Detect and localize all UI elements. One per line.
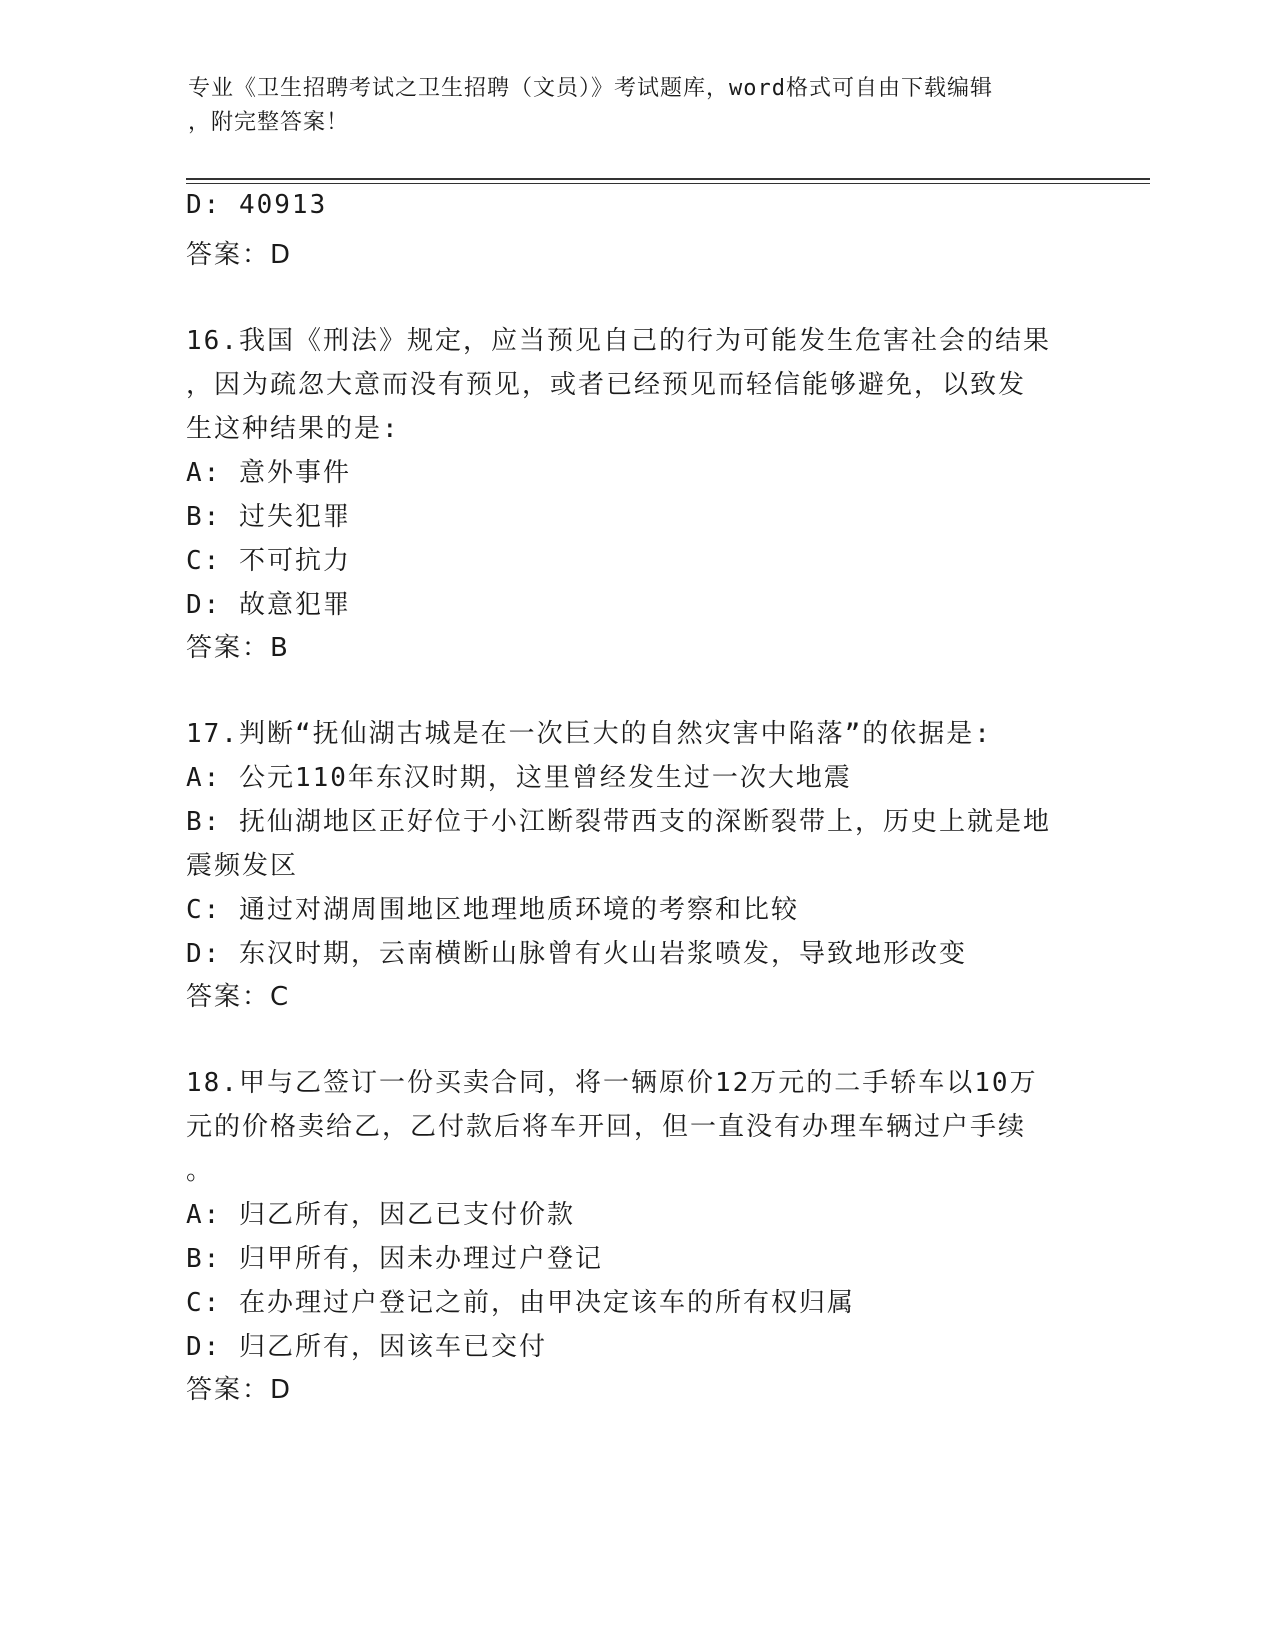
header-line-2: ，附完整答案！ (188, 110, 350, 135)
prev-answer: 答案：D (186, 240, 293, 270)
q16-answer: 答案：B (186, 633, 290, 663)
q16-option-c: C: 不可抗力 (186, 546, 351, 576)
q17-option-c: C: 通过对湖周围地区地理地质环境的考察和比较 (186, 895, 799, 925)
q16-option-d: D: 故意犯罪 (186, 590, 351, 620)
q18-answer: 答案：D (186, 1375, 293, 1405)
q18-text-line-2: 元的价格卖给乙，乙付款后将车开回，但一直没有办理车辆过户手续 (186, 1112, 1027, 1142)
q16-text-line-2: ，因为疏忽大意而没有预见，或者已经预见而轻信能够避免，以致发 (186, 370, 1027, 400)
q18-option-c: C: 在办理过户登记之前，由甲决定该车的所有权归属 (186, 1288, 855, 1318)
q17-option-b-line-1: B: 抚仙湖地区正好位于小江断裂带西支的深断裂带上，历史上就是地 (186, 807, 1051, 837)
q16-text-line-3: 生这种结果的是: (186, 414, 400, 444)
page-header (188, 72, 1068, 140)
q17-answer: 答案：C (186, 982, 291, 1012)
q16-option-b: B: 过失犯罪 (186, 502, 351, 532)
prev-option-d: D: 40913 (186, 190, 328, 220)
q18-text-line-3: 。 (186, 1156, 215, 1186)
q18-option-b: B: 归甲所有，因未办理过户登记 (186, 1244, 603, 1274)
q17-option-b-line-2: 震频发区 (186, 851, 299, 881)
header-rule-thin (186, 183, 1150, 184)
header-rule-thick (186, 178, 1150, 180)
q16-text-line-1: 16.我国《刑法》规定，应当预见自己的行为可能发生危害社会的结果 (186, 326, 1051, 356)
q16-option-a: A: 意外事件 (186, 458, 351, 488)
q18-option-a: A: 归乙所有，因乙已支付价款 (186, 1200, 575, 1230)
q17-option-a: A: 公元110年东汉时期，这里曾经发生过一次大地震 (186, 763, 852, 793)
q18-option-d: D: 归乙所有，因该车已交付 (186, 1332, 547, 1362)
header-line-1: 专业《卫生招聘考试之卫生招聘（文员）》考试题库，word格式可自由下载编辑 (188, 76, 993, 101)
q18-text-line-1: 18.甲与乙签订一份买卖合同，将一辆原价12万元的二手轿车以10万 (186, 1068, 1038, 1098)
q17-option-d: D: 东汉时期，云南横断山脉曾有火山岩浆喷发，导致地形改变 (186, 939, 967, 969)
q17-text-line-1: 17.判断“抚仙湖古城是在一次巨大的自然灾害中陷落”的依据是: (186, 719, 992, 749)
